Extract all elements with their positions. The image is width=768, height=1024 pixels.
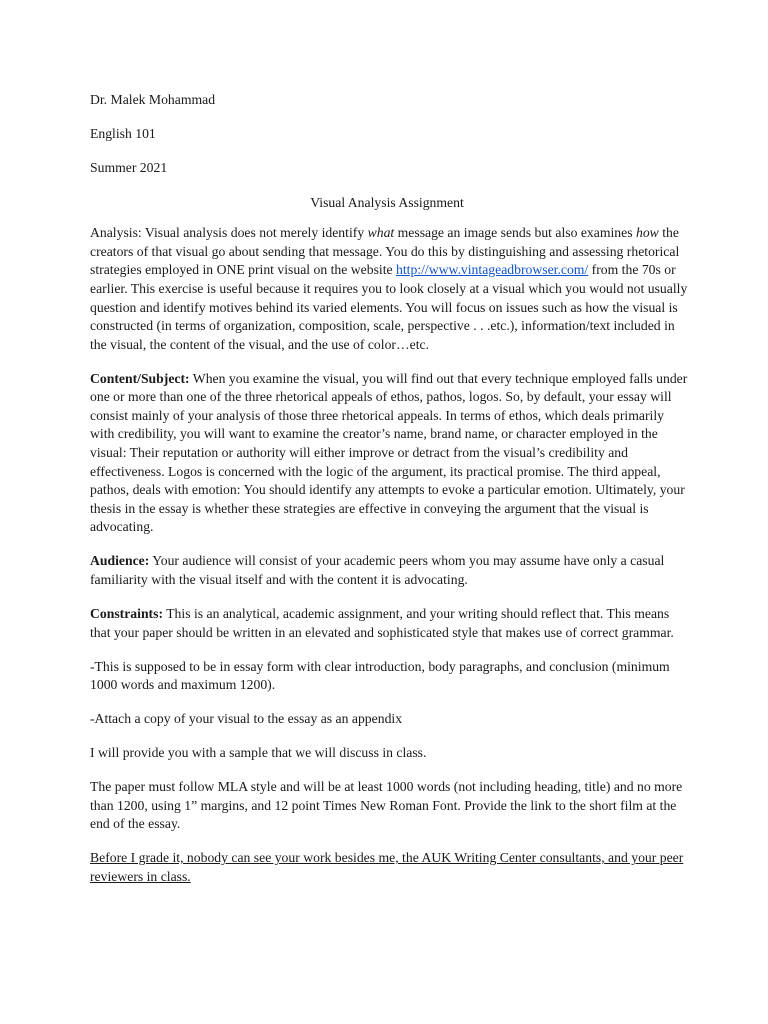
term: Summer 2021 bbox=[90, 160, 168, 176]
content-subject-text: When you examine the visual, you will find out that every technique employed falls under one or more than one of the three rhetorical appeals of ethos, pathos, logos. So, by default, your essay will consist mainly of your analysis of those three rhetorical appeals. In terms of ethos, which deals primarily with credibility, you will want to examine the creator’s name, brand name, or character employed in the visual: Their reputation or authority will either improve or detract from the visual’s credibility and effectiveness. Logos is concerned with the logic of the argument, its practical promise. The third appeal, pathos, deals with emotion: You should identify any attempts to evoke a particular emotion. Ultimately, your thesis in the essay is whether these strategies are effective in conveying the argument that the visual is advocating. bbox=[90, 370, 688, 535]
analysis-emphasis-what: what bbox=[367, 225, 395, 241]
course-name: English 101 bbox=[90, 126, 156, 142]
constraints-paragraph bbox=[90, 605, 690, 642]
content-subject-label: Content/Subject: bbox=[90, 370, 190, 386]
document-page bbox=[90, 91, 690, 902]
analysis-text-1: Analysis: Visual analysis does not merely identify bbox=[90, 225, 368, 241]
analysis-text-4: from the 70s or earlier. This exercise is useful because it requires you to look closely at a visual which you would not usually question and identify motives behind its varied elements. You will focus on issues such as how the visual is constructed (in terms of organization, composition, scale, perspective . . .etc.), information/text included in the visual, the content of the visual, and the use of color…etc. bbox=[90, 262, 688, 352]
page-title: Visual Analysis Assignment bbox=[310, 194, 464, 210]
appendix-paragraph: -Attach a copy of your visual to the essay as an appendix bbox=[90, 711, 403, 727]
mla-paragraph: The paper must follow MLA style and will be at least 1000 words (not including heading, title) and no more than 1200, using 1” margins, and 12 point Times New Roman Font. Provide the link to the short film at the end of the essay. bbox=[90, 779, 683, 832]
audience-text: Your audience will consist of your academic peers whom you may assume have only a casual familiarity with the visual itself and with the content it is advocating. bbox=[90, 553, 665, 588]
constraints-label: Constraints: bbox=[90, 606, 164, 622]
audience-paragraph bbox=[90, 552, 690, 589]
vintage-ad-browser-link[interactable]: http://www.vintageadbrowser.com/ bbox=[396, 262, 589, 278]
constraints-text: This is an analytical, academic assignment, and your writing should reflect that. This means that your paper should be written in an elevated and sophisticated style that makes use of correct grammar. bbox=[90, 606, 674, 640]
analysis-emphasis-how: how bbox=[635, 225, 659, 241]
sample-paragraph: I will provide you with a sample that we will discuss in class. bbox=[90, 745, 427, 761]
privacy-paragraph: Before I grade it, nobody can see your work besides me, the AUK Writing Center consultants, and your peer reviewers in class. bbox=[90, 850, 684, 884]
analysis-paragraph bbox=[90, 224, 690, 354]
audience-label: Audience: bbox=[90, 553, 150, 569]
essay-form-paragraph: -This is supposed to be in essay form with clear introduction, body paragraphs, and conclusion (minimum 1000 words and maximum 1200). bbox=[90, 658, 670, 693]
analysis-text-3: the creators of that visual go about sending that message. You do this by distinguishing and assessing rhetorical strategies employed in ONE print visual on the website bbox=[90, 225, 680, 278]
analysis-text-2: message an image sends but also examines bbox=[394, 225, 636, 241]
instructor-name: Dr. Malek Mohammad bbox=[90, 92, 216, 107]
content-subject-paragraph bbox=[90, 370, 690, 537]
